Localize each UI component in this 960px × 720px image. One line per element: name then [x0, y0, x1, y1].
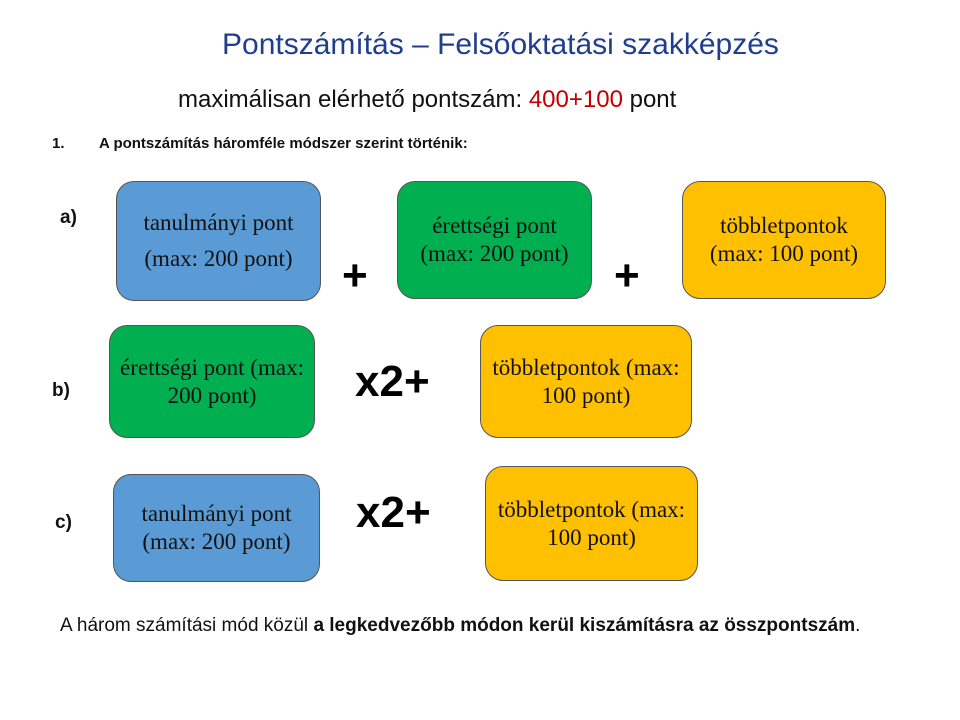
max-score-text: maximálisan elérhető pontszám: — [178, 86, 529, 113]
row-c-label: c) — [55, 512, 72, 533]
row-a-plus-2: + — [614, 251, 640, 300]
row-a-study-points-box: tanulmányi pont (max: 200 pont) — [116, 181, 321, 301]
row-a-extra-points-box: többletpontok (max: 100 pont) — [682, 181, 886, 299]
row-a-plus-1: + — [342, 251, 368, 300]
conclusion-prefix: A három számítási mód közül — [60, 615, 314, 636]
row-c-extra-points-box: többletpontok (max: 100 pont) — [485, 466, 698, 581]
row-b-exam-points-box: érettségi pont (max: 200 pont) — [109, 325, 315, 438]
conclusion-text — [60, 615, 910, 637]
row-c-study-points-box: tanulmányi pont (max: 200 pont) — [113, 474, 320, 582]
page-title: Pontszámítás – Felsőoktatási szakképzés — [222, 28, 779, 61]
conclusion-suffix: . — [855, 615, 861, 636]
row-a-label: a) — [60, 207, 77, 228]
row-b-label: b) — [52, 380, 70, 401]
method-heading-text: A pontszámítás háromféle módszer szerint történik: — [99, 135, 468, 152]
method-heading — [52, 135, 468, 152]
row-a-exam-points-box: érettségi pont (max: 200 pont) — [397, 181, 592, 299]
row-b-times-two-plus: x2+ — [355, 357, 430, 406]
max-score-value: 400+100 — [528, 86, 623, 113]
row-c-times-two-plus: x2+ — [356, 488, 431, 537]
conclusion-bold: a legkedvezőbb módon kerül kiszámításra az összpontszám — [313, 615, 856, 636]
method-heading-number: 1. — [52, 135, 65, 152]
row-b-extra-points-box: többletpontok (max: 100 pont) — [480, 325, 692, 438]
max-score-suffix: pont — [622, 86, 677, 113]
max-score-line — [178, 86, 676, 114]
